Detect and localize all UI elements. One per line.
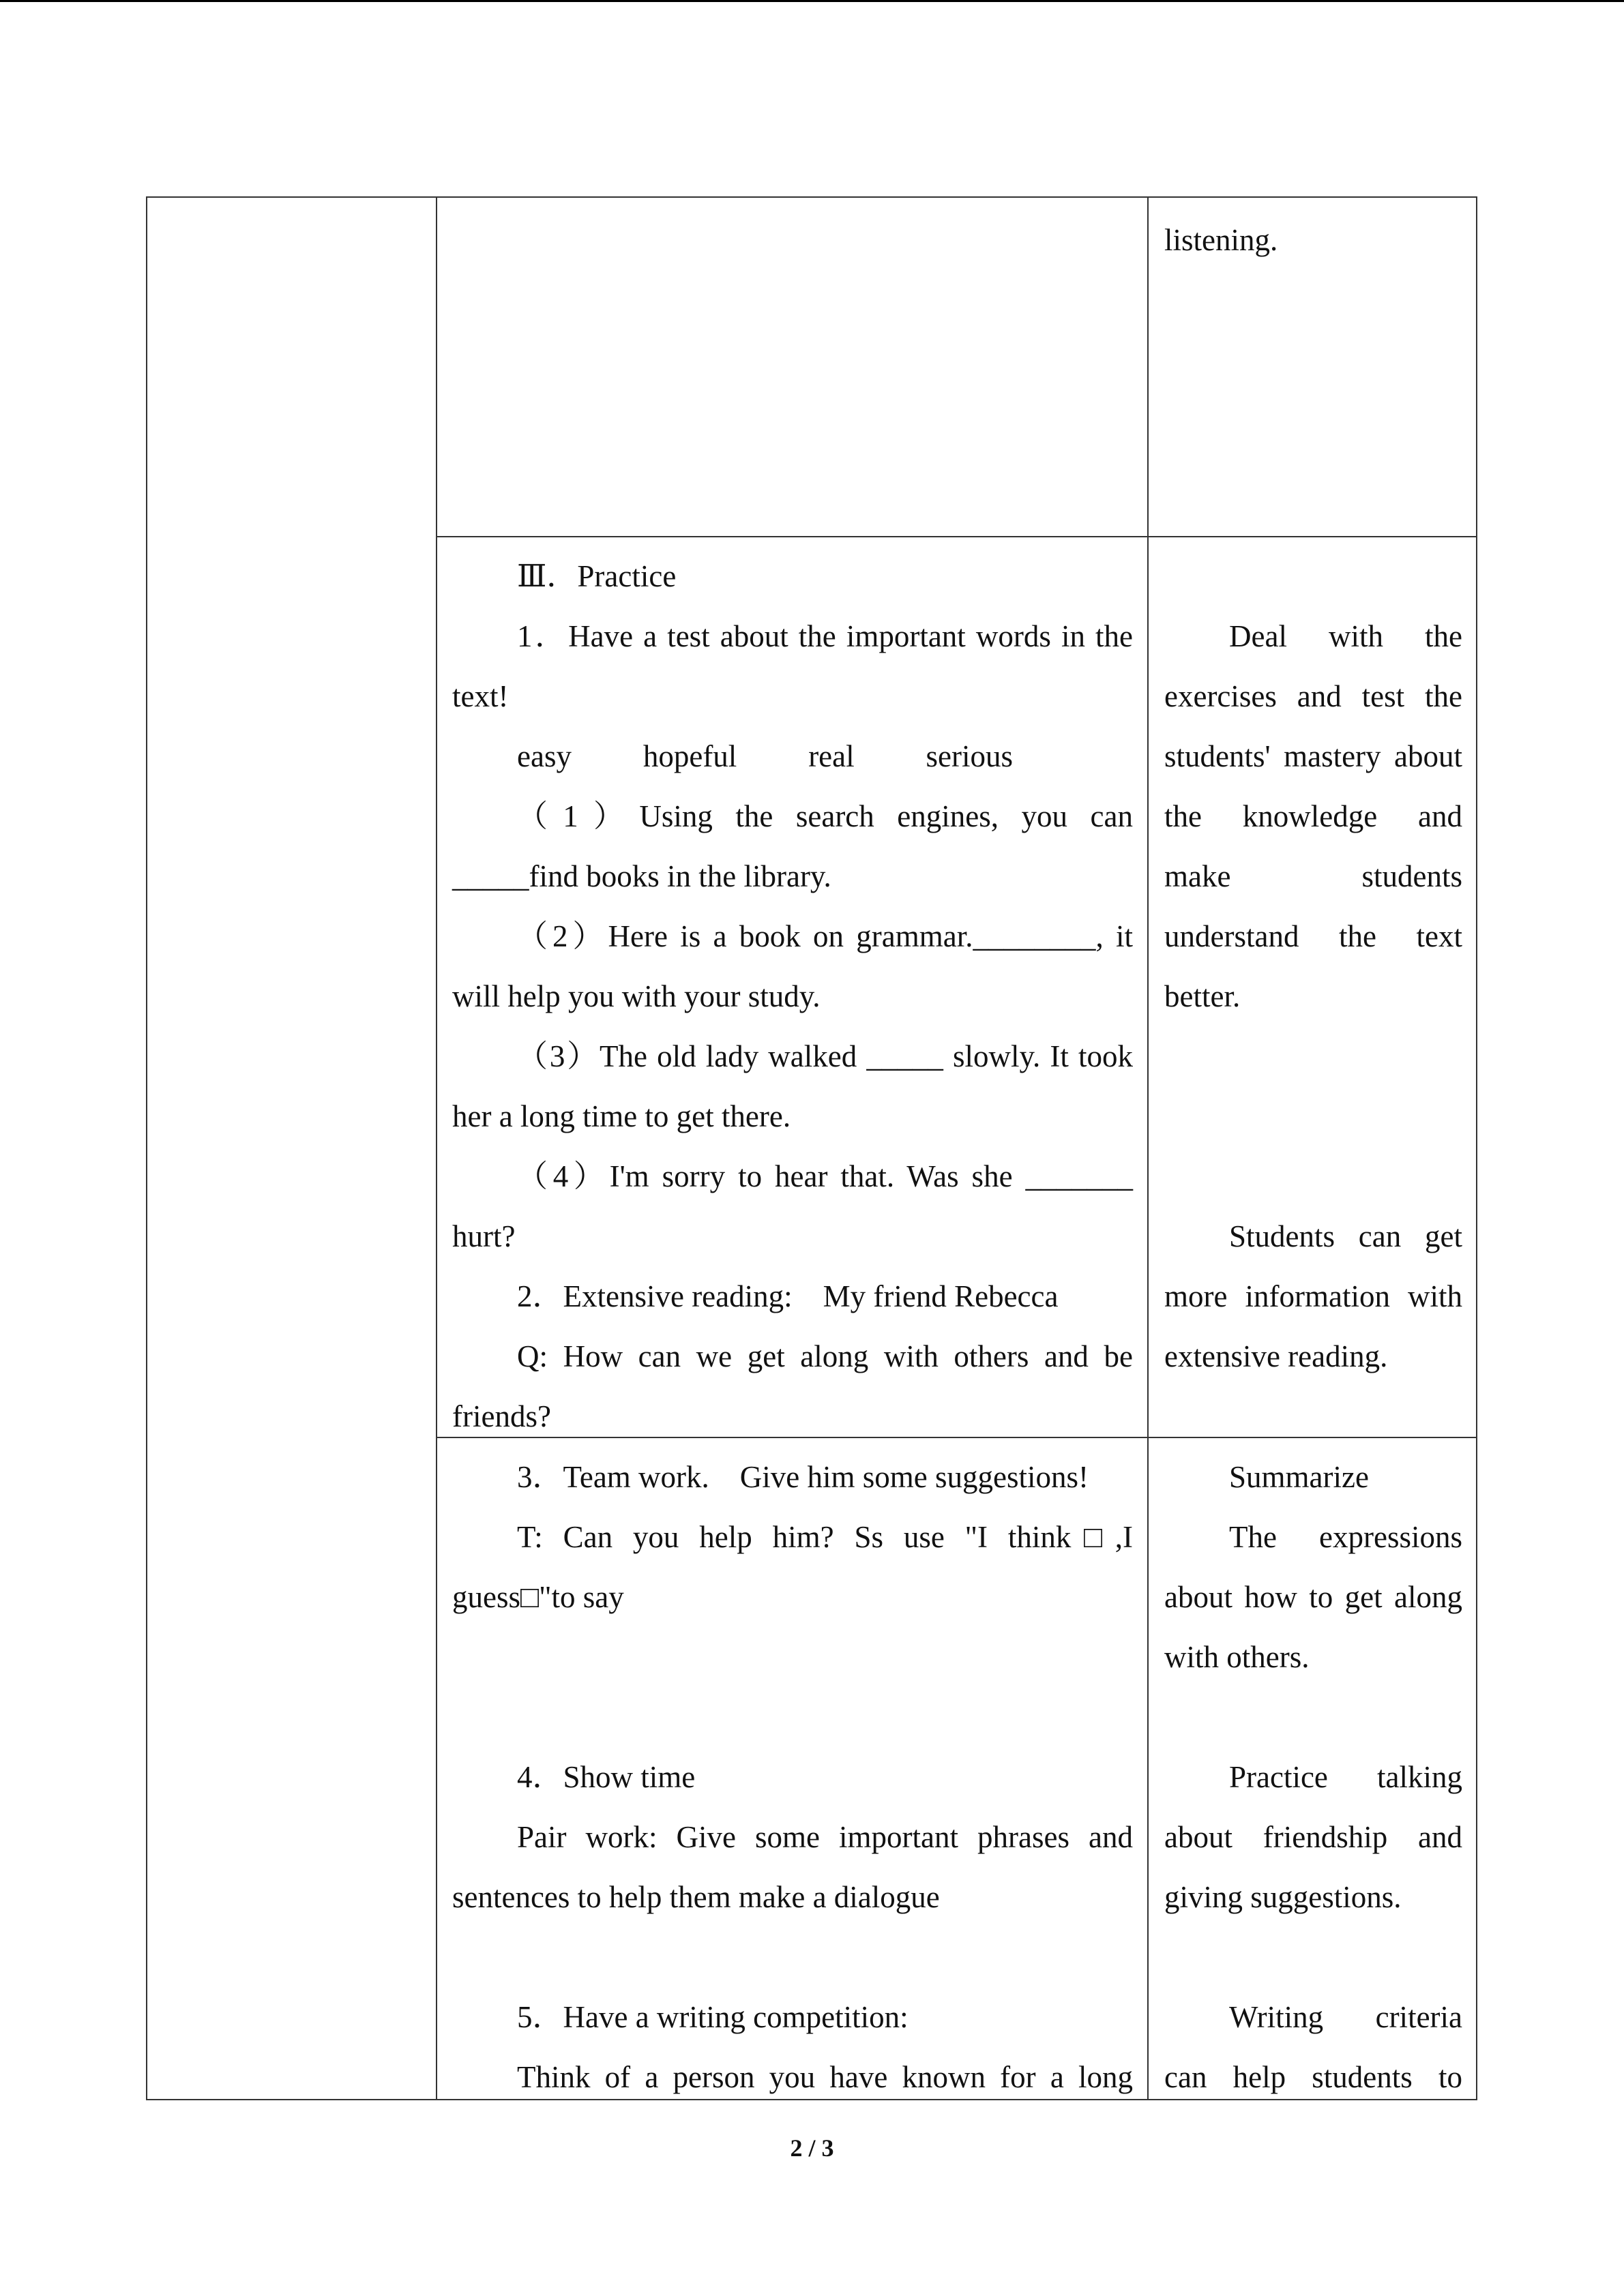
test-instruction: 1．Have a test about the important words in the text! xyxy=(452,619,1133,713)
table-border-right xyxy=(1476,196,1477,2100)
activities-content-cell xyxy=(452,1447,1133,2107)
practice-notes-cell xyxy=(1164,606,1462,1386)
word-bank-item: serious xyxy=(926,739,1013,773)
listening-note: listening. xyxy=(1164,223,1278,257)
lesson-plan-table xyxy=(146,196,1477,2100)
question-3: （3）The old lady walked _____ slowly. It took her a long time to get there. xyxy=(452,1039,1133,1133)
question-4: （4）I'm sorry to hear that. Was she _______ hurt? xyxy=(452,1159,1133,1253)
question-2: （2）Here is a book on grammar.________, it will help you with your study. xyxy=(452,919,1133,1013)
row-divider-1 xyxy=(436,536,1477,537)
writing-criteria-note: Writing criteria can help students to xyxy=(1164,2000,1462,2094)
practice-talking-note: Practice talking about friendship and giving suggestions. xyxy=(1164,1760,1462,1914)
exercise-purpose-note: Deal with the exercises and test the students' mastery about the knowledge and make students understand the text better. xyxy=(1164,619,1462,1013)
question-1: （1）Using the search engines, you can _____find books in the library. xyxy=(452,799,1133,893)
practice-heading: Ⅲ．Practice xyxy=(517,559,677,593)
writing-competition-detail: Think of a person you have known for a long xyxy=(517,2060,1133,2094)
word-bank xyxy=(517,726,1013,786)
activities-notes-cell xyxy=(1164,1447,1462,2107)
page-number: 2 / 3 xyxy=(790,2134,834,2162)
pair-work-detail: Pair work: Give some important phrases and sentences to help them make a dialogue xyxy=(452,1820,1133,1914)
word-bank-item: hopeful xyxy=(643,739,737,773)
writing-competition-title: 5．Have a writing competition: xyxy=(517,2000,909,2034)
practice-content-cell xyxy=(452,546,1133,1446)
reading-purpose-note: Students can get more information with extensive reading. xyxy=(1164,1219,1462,1373)
team-work-detail: T: Can you help him? Ss use "I think□,I guess□"to say xyxy=(452,1520,1133,1614)
word-bank-item: real xyxy=(808,739,855,773)
discussion-question: Q: How can we get along with others and be friends? xyxy=(452,1339,1133,1433)
summary-note: The expressions about how to get along with others. xyxy=(1164,1520,1462,1674)
column-divider-1 xyxy=(436,196,437,2100)
show-time-title: 4．Show time xyxy=(517,1760,696,1794)
table-border-top xyxy=(146,196,1477,198)
top-border-line xyxy=(0,0,1624,2)
word-bank-item: easy xyxy=(517,739,572,773)
summarize-label: Summarize xyxy=(1229,1460,1369,1494)
row1-note-cell xyxy=(1164,210,1462,270)
extensive-reading-title: 2．Extensive reading: My friend Rebecca xyxy=(517,1279,1059,1313)
table-border-left xyxy=(146,196,147,2100)
column-divider-2 xyxy=(1147,196,1149,2100)
team-work-title: 3．Team work. Give him some suggestions! xyxy=(517,1460,1089,1494)
